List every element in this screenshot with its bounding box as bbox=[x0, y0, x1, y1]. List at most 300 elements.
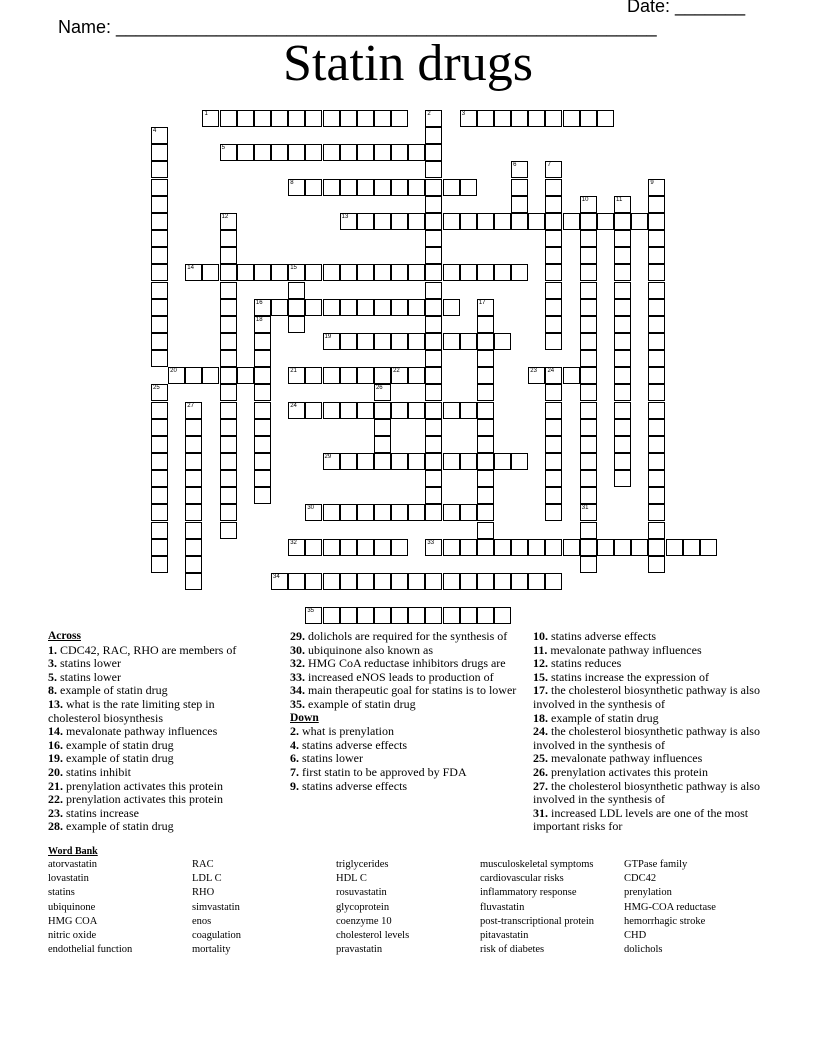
crossword-cell[interactable] bbox=[151, 402, 168, 419]
crossword-cell[interactable] bbox=[648, 299, 665, 316]
crossword-cell[interactable] bbox=[528, 213, 545, 230]
crossword-cell[interactable] bbox=[425, 144, 442, 161]
crossword-cell[interactable] bbox=[185, 487, 202, 504]
crossword-cell[interactable] bbox=[700, 539, 717, 556]
crossword-cell[interactable] bbox=[340, 299, 357, 316]
crossword-cell[interactable] bbox=[220, 110, 237, 127]
crossword-cell[interactable] bbox=[443, 179, 460, 196]
crossword-cell[interactable] bbox=[477, 402, 494, 419]
crossword-cell[interactable] bbox=[374, 419, 391, 436]
crossword-cell[interactable] bbox=[151, 161, 168, 178]
crossword-cell[interactable] bbox=[477, 419, 494, 436]
crossword-cell[interactable] bbox=[237, 110, 254, 127]
crossword-cell[interactable] bbox=[254, 110, 271, 127]
crossword-cell[interactable] bbox=[648, 384, 665, 401]
crossword-cell[interactable] bbox=[340, 504, 357, 521]
crossword-cell[interactable] bbox=[357, 333, 374, 350]
crossword-cell[interactable] bbox=[545, 402, 562, 419]
crossword-cell[interactable] bbox=[220, 470, 237, 487]
crossword-cell[interactable] bbox=[391, 264, 408, 281]
crossword-cell[interactable] bbox=[425, 282, 442, 299]
crossword-cell[interactable] bbox=[408, 573, 425, 590]
crossword-cell[interactable] bbox=[288, 299, 305, 316]
crossword-cell[interactable] bbox=[477, 333, 494, 350]
crossword-cell[interactable] bbox=[545, 316, 562, 333]
crossword-cell[interactable] bbox=[443, 402, 460, 419]
crossword-cell[interactable] bbox=[545, 161, 562, 178]
crossword-cell[interactable] bbox=[408, 213, 425, 230]
crossword-cell[interactable] bbox=[425, 384, 442, 401]
crossword-cell[interactable] bbox=[580, 247, 597, 264]
crossword-cell[interactable] bbox=[340, 573, 357, 590]
crossword-cell[interactable] bbox=[254, 350, 271, 367]
crossword-cell[interactable] bbox=[151, 299, 168, 316]
crossword-cell[interactable] bbox=[494, 453, 511, 470]
crossword-cell[interactable] bbox=[288, 179, 305, 196]
crossword-cell[interactable] bbox=[511, 161, 528, 178]
crossword-cell[interactable] bbox=[288, 144, 305, 161]
crossword-cell[interactable] bbox=[271, 299, 288, 316]
crossword-cell[interactable] bbox=[460, 453, 477, 470]
crossword-cell[interactable] bbox=[460, 573, 477, 590]
crossword-cell[interactable] bbox=[580, 350, 597, 367]
crossword-cell[interactable] bbox=[391, 607, 408, 624]
crossword-cell[interactable] bbox=[443, 453, 460, 470]
date-field[interactable]: Date: _______ bbox=[627, 0, 746, 16]
crossword-cell[interactable] bbox=[374, 144, 391, 161]
crossword-cell[interactable] bbox=[443, 299, 460, 316]
crossword-cell[interactable] bbox=[528, 110, 545, 127]
crossword-cell[interactable] bbox=[185, 419, 202, 436]
crossword-cell[interactable] bbox=[545, 539, 562, 556]
crossword-cell[interactable] bbox=[220, 264, 237, 281]
crossword-cell[interactable] bbox=[202, 110, 219, 127]
crossword-cell[interactable] bbox=[425, 179, 442, 196]
crossword-cell[interactable] bbox=[220, 522, 237, 539]
crossword-cell[interactable] bbox=[477, 316, 494, 333]
crossword-cell[interactable] bbox=[494, 539, 511, 556]
crossword-cell[interactable] bbox=[580, 264, 597, 281]
crossword-cell[interactable] bbox=[614, 333, 631, 350]
crossword-cell[interactable] bbox=[580, 487, 597, 504]
crossword-cell[interactable] bbox=[460, 402, 477, 419]
crossword-cell[interactable] bbox=[305, 607, 322, 624]
crossword-cell[interactable] bbox=[374, 384, 391, 401]
crossword-cell[interactable] bbox=[254, 299, 271, 316]
crossword-cell[interactable] bbox=[477, 213, 494, 230]
crossword-cell[interactable] bbox=[340, 179, 357, 196]
name-field[interactable]: Name: ______________________________________________________ bbox=[58, 17, 657, 37]
crossword-cell[interactable] bbox=[151, 487, 168, 504]
crossword-cell[interactable] bbox=[254, 384, 271, 401]
crossword-cell[interactable] bbox=[425, 573, 442, 590]
crossword-cell[interactable] bbox=[425, 264, 442, 281]
crossword-cell[interactable] bbox=[425, 196, 442, 213]
crossword-cell[interactable] bbox=[374, 504, 391, 521]
crossword-cell[interactable] bbox=[237, 144, 254, 161]
crossword-cell[interactable] bbox=[511, 573, 528, 590]
crossword-cell[interactable] bbox=[151, 213, 168, 230]
crossword-cell[interactable] bbox=[494, 573, 511, 590]
crossword-cell[interactable] bbox=[614, 470, 631, 487]
crossword-cell[interactable] bbox=[528, 573, 545, 590]
crossword-cell[interactable] bbox=[185, 522, 202, 539]
crossword-cell[interactable] bbox=[666, 539, 683, 556]
crossword-cell[interactable] bbox=[580, 504, 597, 521]
crossword-cell[interactable] bbox=[563, 367, 580, 384]
crossword-cell[interactable] bbox=[391, 333, 408, 350]
crossword-cell[interactable] bbox=[545, 110, 562, 127]
crossword-cell[interactable] bbox=[340, 607, 357, 624]
crossword-cell[interactable] bbox=[494, 607, 511, 624]
crossword-cell[interactable] bbox=[220, 453, 237, 470]
crossword-cell[interactable] bbox=[185, 367, 202, 384]
crossword-cell[interactable] bbox=[408, 607, 425, 624]
crossword-cell[interactable] bbox=[477, 350, 494, 367]
crossword-cell[interactable] bbox=[391, 299, 408, 316]
crossword-cell[interactable] bbox=[220, 436, 237, 453]
crossword-cell[interactable] bbox=[597, 539, 614, 556]
crossword-cell[interactable] bbox=[254, 367, 271, 384]
crossword-cell[interactable] bbox=[408, 144, 425, 161]
crossword-cell[interactable] bbox=[614, 264, 631, 281]
crossword-cell[interactable] bbox=[614, 436, 631, 453]
crossword-cell[interactable] bbox=[511, 539, 528, 556]
crossword-cell[interactable] bbox=[220, 384, 237, 401]
crossword-cell[interactable] bbox=[580, 230, 597, 247]
crossword-cell[interactable] bbox=[443, 333, 460, 350]
crossword-cell[interactable] bbox=[357, 179, 374, 196]
crossword-cell[interactable] bbox=[683, 539, 700, 556]
crossword-cell[interactable] bbox=[528, 539, 545, 556]
crossword-cell[interactable] bbox=[648, 179, 665, 196]
crossword-cell[interactable] bbox=[151, 384, 168, 401]
crossword-cell[interactable] bbox=[460, 264, 477, 281]
crossword-cell[interactable] bbox=[151, 333, 168, 350]
crossword-cell[interactable] bbox=[477, 299, 494, 316]
crossword-cell[interactable] bbox=[357, 264, 374, 281]
crossword-cell[interactable] bbox=[305, 110, 322, 127]
crossword-cell[interactable] bbox=[391, 179, 408, 196]
crossword-cell[interactable] bbox=[220, 247, 237, 264]
crossword-cell[interactable] bbox=[254, 264, 271, 281]
crossword-cell[interactable] bbox=[391, 367, 408, 384]
crossword-cell[interactable] bbox=[374, 264, 391, 281]
crossword-cell[interactable] bbox=[151, 350, 168, 367]
crossword-cell[interactable] bbox=[580, 213, 597, 230]
crossword-cell[interactable] bbox=[425, 333, 442, 350]
crossword-cell[interactable] bbox=[563, 110, 580, 127]
crossword-cell[interactable] bbox=[443, 213, 460, 230]
crossword-cell[interactable] bbox=[254, 487, 271, 504]
crossword-cell[interactable] bbox=[220, 504, 237, 521]
crossword-cell[interactable] bbox=[357, 213, 374, 230]
crossword-cell[interactable] bbox=[460, 539, 477, 556]
crossword-cell[interactable] bbox=[151, 264, 168, 281]
crossword-cell[interactable] bbox=[545, 384, 562, 401]
crossword-cell[interactable] bbox=[545, 333, 562, 350]
crossword-cell[interactable] bbox=[545, 453, 562, 470]
crossword-cell[interactable] bbox=[580, 539, 597, 556]
crossword-cell[interactable] bbox=[580, 316, 597, 333]
crossword-cell[interactable] bbox=[648, 282, 665, 299]
crossword-cell[interactable] bbox=[425, 470, 442, 487]
crossword-cell[interactable] bbox=[254, 436, 271, 453]
crossword-cell[interactable] bbox=[254, 453, 271, 470]
crossword-cell[interactable] bbox=[425, 316, 442, 333]
crossword-cell[interactable] bbox=[305, 264, 322, 281]
crossword-cell[interactable] bbox=[202, 264, 219, 281]
crossword-cell[interactable] bbox=[528, 367, 545, 384]
crossword-cell[interactable] bbox=[460, 179, 477, 196]
crossword-cell[interactable] bbox=[425, 539, 442, 556]
crossword-cell[interactable] bbox=[323, 453, 340, 470]
crossword-cell[interactable] bbox=[323, 299, 340, 316]
crossword-cell[interactable] bbox=[151, 282, 168, 299]
crossword-cell[interactable] bbox=[340, 144, 357, 161]
crossword-cell[interactable] bbox=[185, 402, 202, 419]
crossword-cell[interactable] bbox=[220, 144, 237, 161]
crossword-cell[interactable] bbox=[220, 282, 237, 299]
crossword-cell[interactable] bbox=[460, 110, 477, 127]
crossword-cell[interactable] bbox=[288, 264, 305, 281]
crossword-cell[interactable] bbox=[477, 504, 494, 521]
crossword-cell[interactable] bbox=[185, 436, 202, 453]
crossword-cell[interactable] bbox=[614, 350, 631, 367]
crossword-cell[interactable] bbox=[254, 333, 271, 350]
crossword-cell[interactable] bbox=[580, 453, 597, 470]
crossword-cell[interactable] bbox=[254, 419, 271, 436]
crossword-cell[interactable] bbox=[563, 213, 580, 230]
crossword-cell[interactable] bbox=[580, 556, 597, 573]
crossword-cell[interactable] bbox=[631, 539, 648, 556]
crossword-cell[interactable] bbox=[545, 230, 562, 247]
crossword-cell[interactable] bbox=[511, 110, 528, 127]
crossword-cell[interactable] bbox=[237, 367, 254, 384]
crossword-cell[interactable] bbox=[425, 247, 442, 264]
crossword-cell[interactable] bbox=[648, 213, 665, 230]
crossword-cell[interactable] bbox=[648, 453, 665, 470]
crossword-cell[interactable] bbox=[425, 367, 442, 384]
crossword-cell[interactable] bbox=[614, 453, 631, 470]
crossword-cell[interactable] bbox=[323, 539, 340, 556]
crossword-cell[interactable] bbox=[580, 436, 597, 453]
crossword-cell[interactable] bbox=[443, 539, 460, 556]
crossword-cell[interactable] bbox=[511, 264, 528, 281]
crossword-cell[interactable] bbox=[151, 196, 168, 213]
crossword-cell[interactable] bbox=[151, 127, 168, 144]
crossword-cell[interactable] bbox=[580, 299, 597, 316]
crossword-cell[interactable] bbox=[443, 264, 460, 281]
crossword-cell[interactable] bbox=[477, 539, 494, 556]
crossword-cell[interactable] bbox=[391, 539, 408, 556]
crossword-cell[interactable] bbox=[408, 453, 425, 470]
crossword-cell[interactable] bbox=[614, 247, 631, 264]
crossword-cell[interactable] bbox=[305, 504, 322, 521]
crossword-cell[interactable] bbox=[151, 419, 168, 436]
crossword-cell[interactable] bbox=[494, 110, 511, 127]
crossword-cell[interactable] bbox=[614, 384, 631, 401]
crossword-cell[interactable] bbox=[374, 539, 391, 556]
crossword-cell[interactable] bbox=[323, 504, 340, 521]
crossword-cell[interactable] bbox=[340, 453, 357, 470]
crossword-cell[interactable] bbox=[185, 470, 202, 487]
crossword-cell[interactable] bbox=[254, 144, 271, 161]
crossword-cell[interactable] bbox=[511, 179, 528, 196]
crossword-cell[interactable] bbox=[185, 504, 202, 521]
crossword-cell[interactable] bbox=[220, 299, 237, 316]
crossword-cell[interactable] bbox=[477, 453, 494, 470]
crossword-cell[interactable] bbox=[374, 110, 391, 127]
crossword-cell[interactable] bbox=[220, 316, 237, 333]
crossword-cell[interactable] bbox=[580, 110, 597, 127]
crossword-cell[interactable] bbox=[460, 333, 477, 350]
crossword-cell[interactable] bbox=[425, 213, 442, 230]
crossword-cell[interactable] bbox=[648, 470, 665, 487]
crossword-cell[interactable] bbox=[357, 402, 374, 419]
crossword-cell[interactable] bbox=[151, 522, 168, 539]
crossword-cell[interactable] bbox=[477, 487, 494, 504]
crossword-cell[interactable] bbox=[288, 316, 305, 333]
crossword-cell[interactable] bbox=[614, 299, 631, 316]
crossword-cell[interactable] bbox=[151, 470, 168, 487]
crossword-cell[interactable] bbox=[323, 264, 340, 281]
crossword-cell[interactable] bbox=[460, 607, 477, 624]
crossword-cell[interactable] bbox=[305, 402, 322, 419]
crossword-cell[interactable] bbox=[648, 556, 665, 573]
crossword-cell[interactable] bbox=[425, 127, 442, 144]
crossword-cell[interactable] bbox=[614, 367, 631, 384]
crossword-cell[interactable] bbox=[340, 264, 357, 281]
crossword-cell[interactable] bbox=[357, 299, 374, 316]
crossword-cell[interactable] bbox=[288, 110, 305, 127]
crossword-cell[interactable] bbox=[425, 436, 442, 453]
crossword-cell[interactable] bbox=[425, 299, 442, 316]
crossword-cell[interactable] bbox=[425, 110, 442, 127]
crossword-cell[interactable] bbox=[425, 487, 442, 504]
crossword-cell[interactable] bbox=[391, 573, 408, 590]
crossword-cell[interactable] bbox=[220, 487, 237, 504]
crossword-cell[interactable] bbox=[648, 350, 665, 367]
crossword-cell[interactable] bbox=[563, 539, 580, 556]
crossword-cell[interactable] bbox=[357, 573, 374, 590]
crossword-cell[interactable] bbox=[185, 264, 202, 281]
crossword-cell[interactable] bbox=[151, 230, 168, 247]
crossword-cell[interactable] bbox=[323, 333, 340, 350]
crossword-cell[interactable] bbox=[408, 504, 425, 521]
crossword-cell[interactable] bbox=[271, 264, 288, 281]
crossword-cell[interactable] bbox=[545, 487, 562, 504]
crossword-cell[interactable] bbox=[477, 384, 494, 401]
crossword-cell[interactable] bbox=[614, 402, 631, 419]
crossword-cell[interactable] bbox=[648, 419, 665, 436]
crossword-cell[interactable] bbox=[494, 333, 511, 350]
crossword-cell[interactable] bbox=[185, 556, 202, 573]
crossword-cell[interactable] bbox=[220, 350, 237, 367]
crossword-cell[interactable] bbox=[357, 110, 374, 127]
crossword-cell[interactable] bbox=[185, 539, 202, 556]
crossword-cell[interactable] bbox=[305, 144, 322, 161]
crossword-cell[interactable] bbox=[494, 213, 511, 230]
crossword-cell[interactable] bbox=[648, 333, 665, 350]
crossword-cell[interactable] bbox=[151, 179, 168, 196]
crossword-cell[interactable] bbox=[648, 316, 665, 333]
crossword-cell[interactable] bbox=[408, 179, 425, 196]
crossword-cell[interactable] bbox=[340, 539, 357, 556]
crossword-cell[interactable] bbox=[580, 333, 597, 350]
crossword-cell[interactable] bbox=[648, 522, 665, 539]
crossword-cell[interactable] bbox=[425, 161, 442, 178]
crossword-cell[interactable] bbox=[220, 402, 237, 419]
crossword-cell[interactable] bbox=[271, 110, 288, 127]
crossword-cell[interactable] bbox=[408, 333, 425, 350]
crossword-cell[interactable] bbox=[151, 556, 168, 573]
crossword-cell[interactable] bbox=[580, 402, 597, 419]
crossword-cell[interactable] bbox=[580, 196, 597, 213]
crossword-cell[interactable] bbox=[648, 264, 665, 281]
crossword-cell[interactable] bbox=[323, 144, 340, 161]
crossword-cell[interactable] bbox=[151, 539, 168, 556]
crossword-cell[interactable] bbox=[237, 264, 254, 281]
crossword-cell[interactable] bbox=[614, 230, 631, 247]
crossword-cell[interactable] bbox=[580, 282, 597, 299]
crossword-cell[interactable] bbox=[545, 470, 562, 487]
crossword-cell[interactable] bbox=[305, 299, 322, 316]
crossword-cell[interactable] bbox=[374, 179, 391, 196]
crossword-cell[interactable] bbox=[511, 453, 528, 470]
crossword-cell[interactable] bbox=[323, 573, 340, 590]
crossword-cell[interactable] bbox=[185, 573, 202, 590]
crossword-cell[interactable] bbox=[477, 573, 494, 590]
crossword-cell[interactable] bbox=[614, 316, 631, 333]
crossword-cell[interactable] bbox=[614, 539, 631, 556]
crossword-cell[interactable] bbox=[545, 504, 562, 521]
crossword-cell[interactable] bbox=[391, 110, 408, 127]
crossword-cell[interactable] bbox=[305, 367, 322, 384]
crossword-cell[interactable] bbox=[374, 299, 391, 316]
crossword-cell[interactable] bbox=[425, 402, 442, 419]
crossword-cell[interactable] bbox=[254, 316, 271, 333]
crossword-cell[interactable] bbox=[288, 539, 305, 556]
crossword-cell[interactable] bbox=[477, 522, 494, 539]
crossword-cell[interactable] bbox=[151, 247, 168, 264]
crossword-cell[interactable] bbox=[648, 230, 665, 247]
crossword-cell[interactable] bbox=[425, 504, 442, 521]
crossword-cell[interactable] bbox=[494, 264, 511, 281]
crossword-cell[interactable] bbox=[323, 179, 340, 196]
crossword-cell[interactable] bbox=[374, 213, 391, 230]
crossword-cell[interactable] bbox=[374, 436, 391, 453]
crossword-cell[interactable] bbox=[391, 504, 408, 521]
crossword-cell[interactable] bbox=[443, 504, 460, 521]
crossword-cell[interactable] bbox=[220, 367, 237, 384]
crossword-cell[interactable] bbox=[545, 419, 562, 436]
crossword-cell[interactable] bbox=[254, 470, 271, 487]
crossword-cell[interactable] bbox=[648, 402, 665, 419]
crossword-cell[interactable] bbox=[391, 402, 408, 419]
crossword-cell[interactable] bbox=[443, 573, 460, 590]
crossword-cell[interactable] bbox=[477, 607, 494, 624]
crossword-cell[interactable] bbox=[597, 213, 614, 230]
crossword-cell[interactable] bbox=[614, 419, 631, 436]
crossword-cell[interactable] bbox=[460, 504, 477, 521]
crossword-cell[interactable] bbox=[340, 367, 357, 384]
crossword-cell[interactable] bbox=[614, 196, 631, 213]
crossword-cell[interactable] bbox=[357, 504, 374, 521]
crossword-cell[interactable] bbox=[357, 144, 374, 161]
crossword-cell[interactable] bbox=[460, 213, 477, 230]
crossword-cell[interactable] bbox=[374, 402, 391, 419]
